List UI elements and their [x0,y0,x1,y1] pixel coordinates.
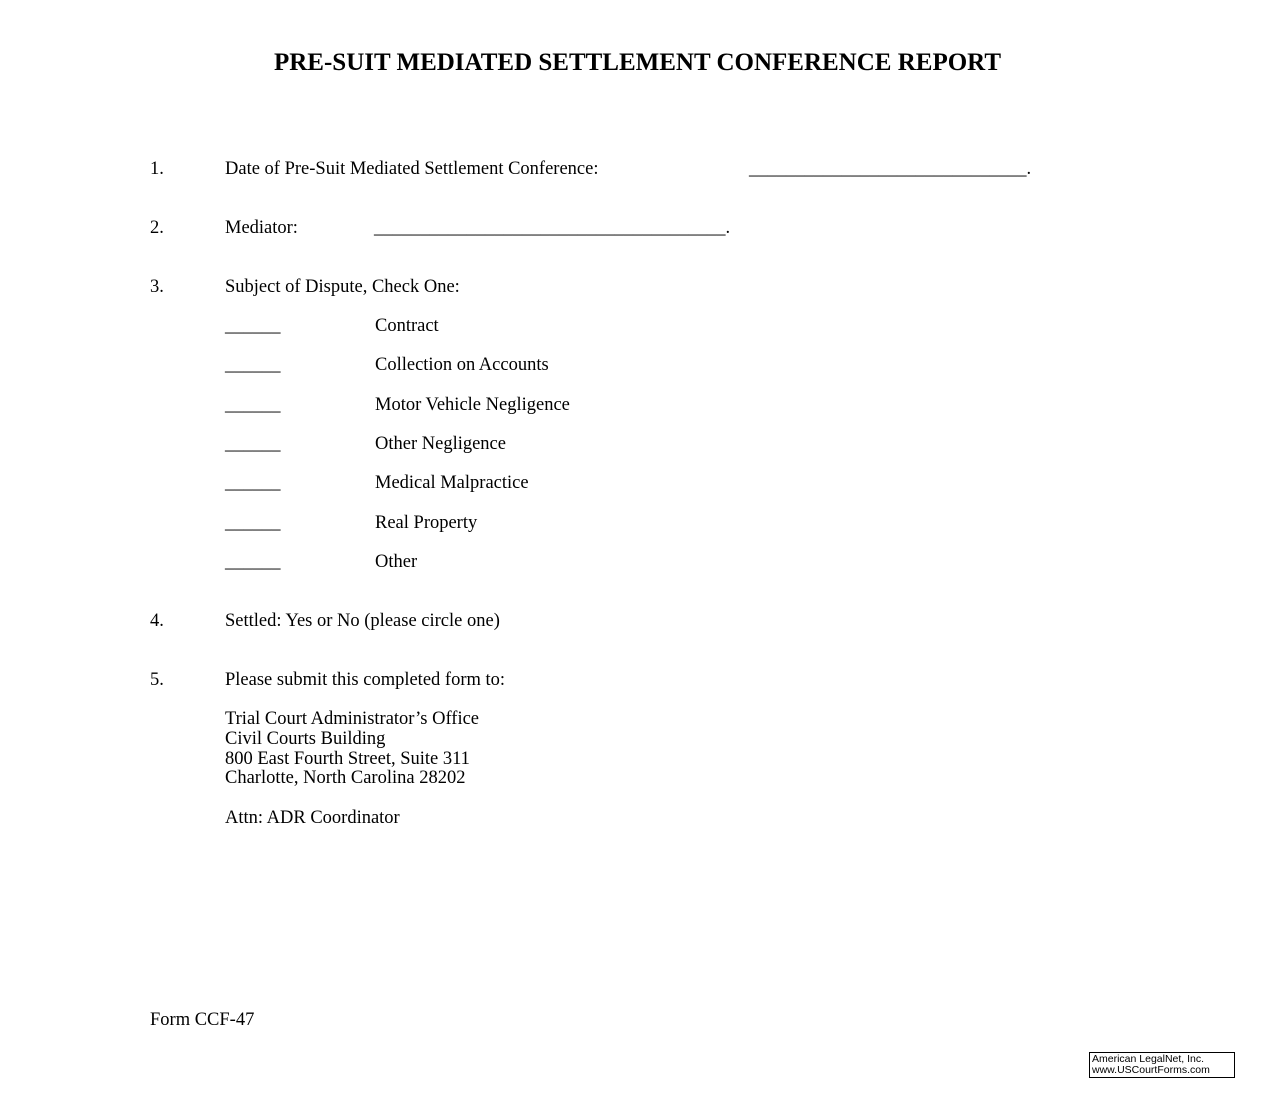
address-attn: Attn: ADR Coordinator [225,808,400,828]
badge-line: American LegalNet, Inc. [1092,1053,1205,1065]
option-check-blank[interactable]: ______ [225,395,281,415]
option-label: Collection on Accounts [375,355,549,375]
item-label: Settled: Yes or No (please circle one) [225,611,500,631]
option-check-blank[interactable]: ______ [225,473,281,493]
badge-line: www.USCourtForms.com [1092,1064,1210,1076]
option-check-blank[interactable]: ______ [225,355,281,375]
address-line: Trial Court Administrator’s Office [225,709,480,729]
item-number: 2. [150,218,164,238]
page-title: PRE-SUIT MEDIATED SETTLEMENT CONFERENCE REPORT [273,49,1002,76]
option-check-blank[interactable]: ______ [225,552,281,572]
item-label: Date of Pre-Suit Mediated Settlement Conference: [225,159,599,179]
publisher-badge [1089,1052,1235,1078]
item-label: Please submit this completed form to: [225,670,506,690]
date-field[interactable]: ______________________________. [749,159,1032,179]
option-label: Motor Vehicle Negligence [375,395,570,415]
item-number: 5. [150,670,164,690]
address-line: 800 East Fourth Street, Suite 311 [225,749,470,769]
option-label: Other Negligence [375,434,506,454]
item-number: 1. [150,159,164,179]
option-label: Real Property [375,513,478,533]
address-line: Civil Courts Building [225,729,386,749]
item-number: 3. [150,277,164,297]
address-line: Charlotte, North Carolina 28202 [225,768,466,788]
item-number: 4. [150,611,164,631]
option-label: Medical Malpractice [375,473,529,493]
option-check-blank[interactable]: ______ [225,316,281,336]
option-label: Contract [375,316,439,336]
option-check-blank[interactable]: ______ [225,513,281,533]
option-check-blank[interactable]: ______ [225,434,281,454]
option-label: Other [375,552,418,572]
item-label: Mediator: [225,218,298,238]
form-id: Form CCF-47 [150,1010,255,1030]
item-label: Subject of Dispute, Check One: [225,277,460,297]
mediator-field[interactable]: ______________________________________. [374,218,731,238]
